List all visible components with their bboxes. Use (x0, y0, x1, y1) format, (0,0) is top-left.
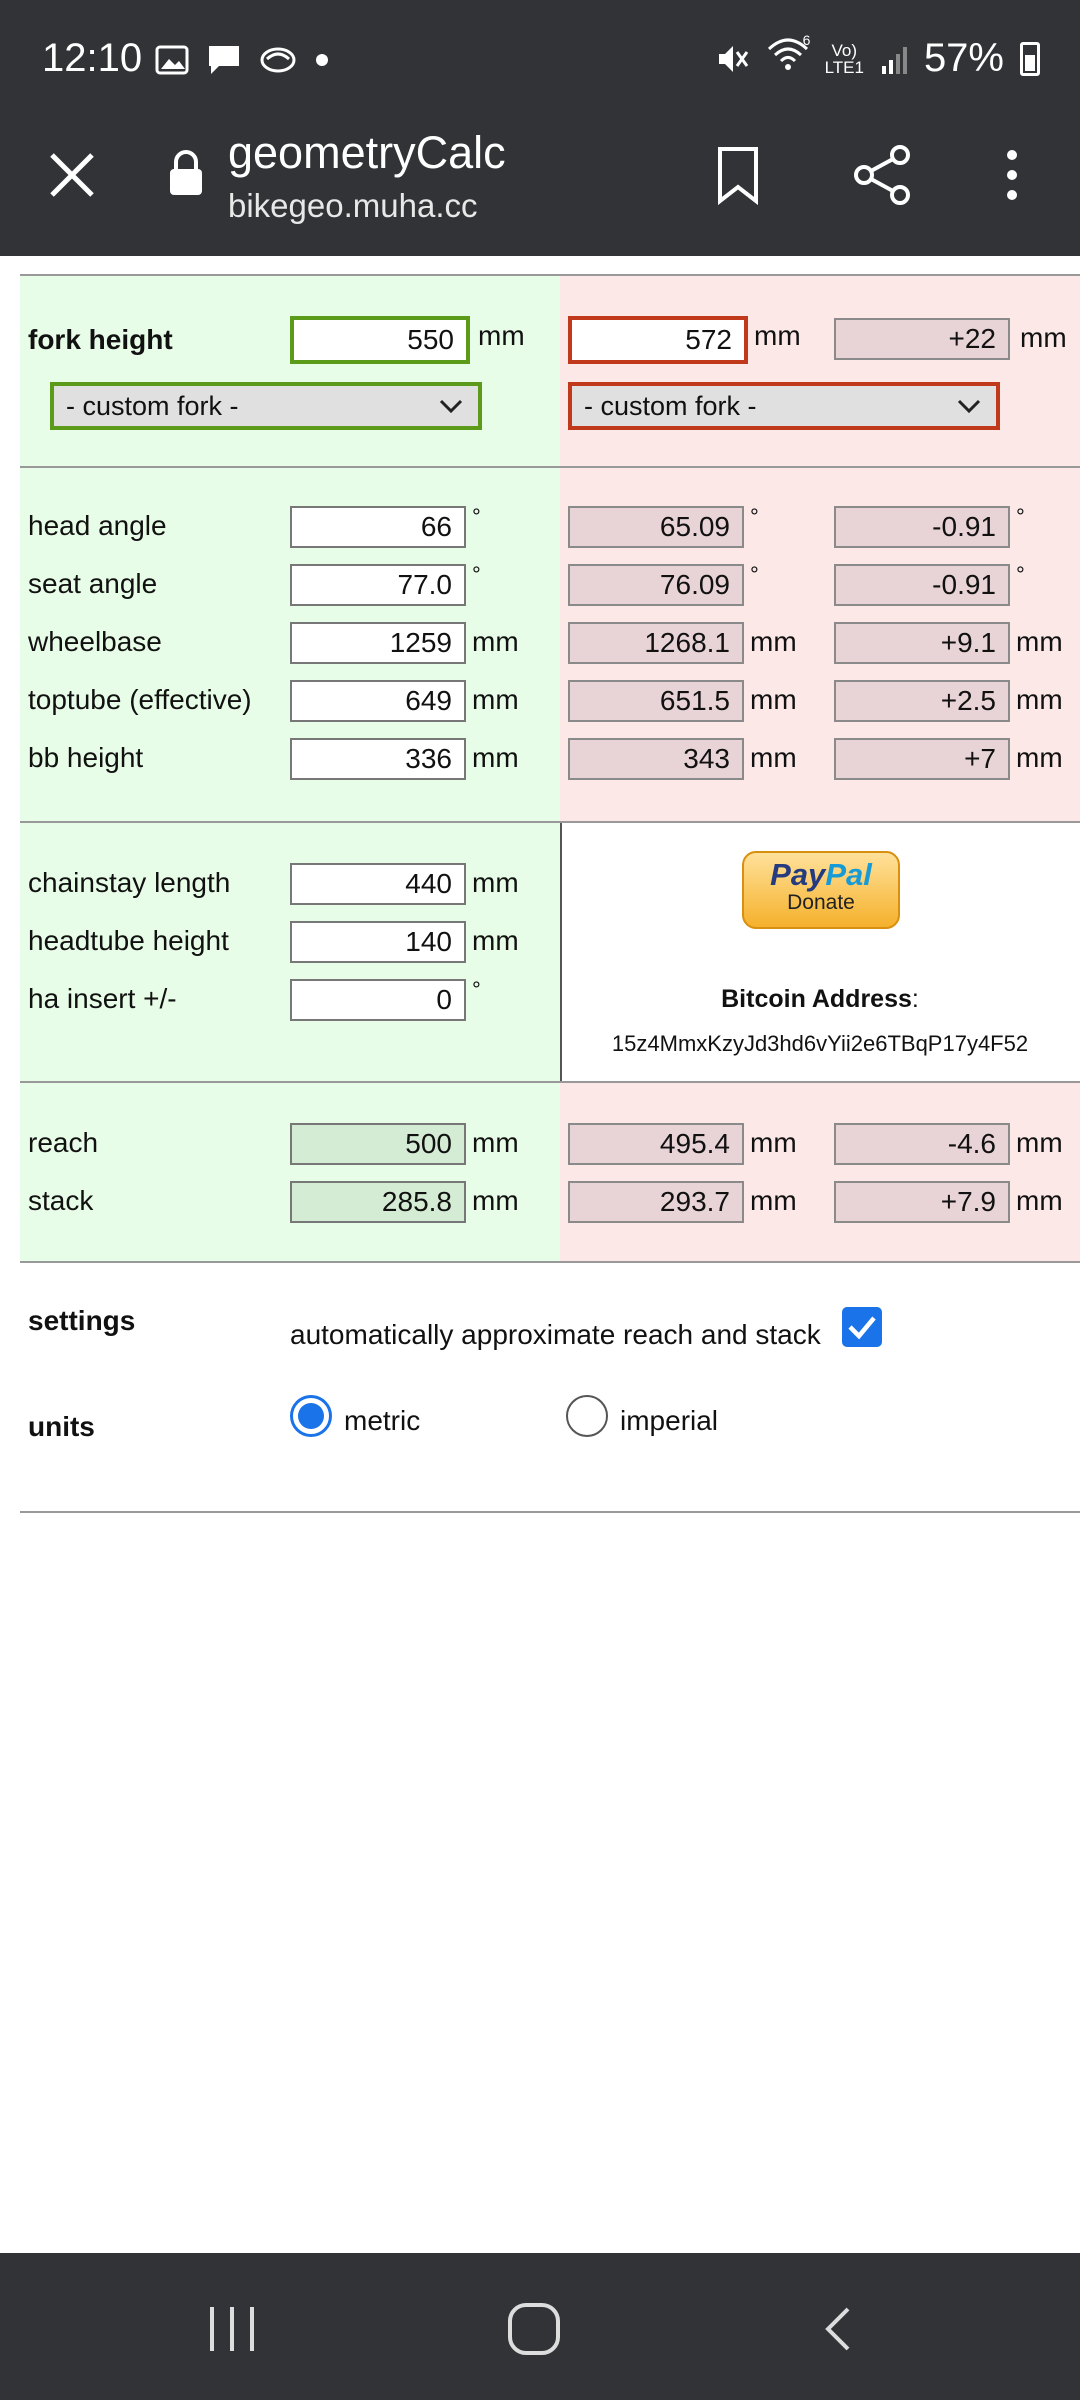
dot-icon (315, 53, 329, 67)
seat-angle-value-modified: 76.09 (568, 564, 744, 606)
head-angle-unit: ° (750, 504, 759, 529)
wifi-icon (767, 32, 811, 81)
paypal-donate-label: Donate (787, 891, 855, 914)
reach-input-original[interactable]: 500 (290, 1123, 466, 1165)
head-angle-unit: ° (472, 504, 481, 529)
wheelbase-input-original[interactable]: 1259 (290, 622, 466, 664)
bitcoin-address[interactable]: 15z4MmxKzyJd3hd6vYii2e6TBqP17y4F52 (611, 1031, 1029, 1056)
paypal-logo (744, 857, 898, 893)
status-time: 12:10 (42, 36, 143, 80)
stack-value-modified: 293.7 (568, 1181, 744, 1223)
ha-insert-input[interactable]: 0 (290, 979, 466, 1021)
bookmark-icon[interactable] (712, 145, 764, 205)
headtube-height-unit: mm (472, 925, 519, 956)
reach-unit: mm (472, 1127, 519, 1158)
fork-unit-original: mm (478, 320, 525, 351)
bb-height-unit: mm (750, 742, 797, 773)
signal-icon (880, 44, 908, 74)
bitcoin-label-colon: : (911, 985, 919, 1013)
toptube-effective-value-modified: 651.5 (568, 680, 744, 722)
wheelbase-unit: mm (750, 626, 797, 657)
seat-angle-diff: -0.91 (834, 564, 1010, 606)
system-navigation-bar (0, 2253, 1080, 2400)
back-icon[interactable] (818, 2305, 858, 2353)
page-url[interactable]: bikegeo.muha.cc (228, 187, 478, 224)
toptube-effective-diff: +2.5 (834, 680, 1010, 722)
chevron-down-icon (956, 394, 982, 418)
reach-unit: mm (750, 1127, 797, 1158)
bb-height-value-modified: 343 (568, 738, 744, 780)
metric-label[interactable]: metric (344, 1405, 421, 1436)
fork-height-label: fork height (28, 324, 173, 355)
original-column (20, 1083, 560, 1261)
wheelbase-label: wheelbase (28, 626, 162, 657)
recent-apps-icon[interactable] (206, 2305, 258, 2353)
bitcoin-label-text: Bitcoin Address (721, 985, 912, 1013)
approx-reach-stack-checkbox[interactable] (842, 1307, 882, 1347)
wheelbase-diff: +9.1 (834, 622, 1010, 664)
approx-reach-stack-label: automatically approximate reach and stack (290, 1319, 821, 1350)
reach-stack-section (20, 1083, 1080, 1263)
status-bar (0, 0, 1080, 125)
bb-height-unit: mm (472, 742, 519, 773)
toptube-effective-unit: mm (750, 684, 797, 715)
toptube-effective-input-original[interactable]: 649 (290, 680, 466, 722)
chevron-down-icon (438, 394, 464, 418)
seat-angle-unit: ° (472, 562, 481, 587)
notification-icons (155, 44, 329, 76)
page-title[interactable]: geometryCalc (228, 127, 506, 178)
paypal-pay: Pay (770, 857, 826, 892)
imperial-label[interactable]: imperial (620, 1405, 719, 1436)
gallery-icon (155, 45, 189, 75)
settings-label: settings (28, 1305, 136, 1336)
toptube-effective-unit: mm (472, 684, 519, 715)
wheelbase-unit: mm (472, 626, 519, 657)
lock-icon (168, 149, 204, 197)
network-type (825, 42, 864, 76)
toptube-effective-label: toptube (effective) (28, 684, 252, 715)
stack-input-original[interactable]: 285.8 (290, 1181, 466, 1223)
toptube-effective-unit: mm (1016, 684, 1063, 715)
home-icon[interactable] (506, 2301, 562, 2357)
headtube-height-input[interactable]: 140 (290, 921, 466, 963)
chainstay-length-unit: mm (472, 867, 519, 898)
stack-unit: mm (750, 1185, 797, 1216)
ha-insert-label: ha insert +/- (28, 983, 177, 1014)
fork-select-original-value: - custom fork - (66, 391, 239, 421)
settings-section (20, 1263, 1080, 1513)
message-icon (207, 44, 241, 76)
fork-select-modified-value: - custom fork - (584, 391, 757, 421)
modified-column (560, 276, 1080, 466)
fork-height-input-modified[interactable]: 572 (568, 316, 748, 364)
units-label: units (28, 1411, 95, 1442)
bb-height-label: bb height (28, 742, 144, 773)
seat-angle-label: seat angle (28, 568, 158, 599)
reach-label: reach (28, 1127, 99, 1158)
checkmark-icon (842, 1307, 882, 1347)
wheelbase-unit: mm (1016, 626, 1063, 657)
fork-height-diff: +22 (834, 318, 1010, 360)
fork-select-original[interactable] (50, 382, 482, 430)
network-lte: LTE1 (824, 57, 864, 77)
chainstay-length-label: chainstay length (28, 867, 231, 898)
frame-section (20, 823, 1080, 1083)
mute-icon (715, 42, 751, 76)
seat-angle-input-original[interactable]: 77.0 (290, 564, 466, 606)
paypal-pal: Pal (825, 857, 872, 892)
battery-percent: 57% (923, 36, 1004, 80)
bb-height-diff: +7 (834, 738, 1010, 780)
wheelbase-value-modified: 1268.1 (568, 622, 744, 664)
head-angle-diff: -0.91 (834, 506, 1010, 548)
more-options-icon[interactable] (1000, 145, 1024, 205)
browser-toolbar (0, 125, 1080, 256)
seat-angle-unit: ° (750, 562, 759, 587)
seat-angle-unit: ° (1016, 562, 1025, 587)
head-angle-value-modified: 65.09 (568, 506, 744, 548)
metric-radio[interactable] (290, 1395, 332, 1437)
battery-icon (1020, 42, 1040, 76)
paypal-donate-button[interactable] (742, 851, 900, 929)
app-notification-icon (259, 45, 297, 75)
head-angle-input-original[interactable]: 66 (290, 506, 466, 548)
reach-value-modified: 495.4 (568, 1123, 744, 1165)
share-icon[interactable] (852, 143, 914, 207)
stack-label: stack (28, 1185, 94, 1216)
head-angle-label: head angle (28, 510, 167, 541)
network-volte: Vo) (831, 40, 858, 60)
bb-height-input-original[interactable]: 336 (290, 738, 466, 780)
stack-unit: mm (1016, 1185, 1063, 1216)
fork-unit-modified: mm (754, 320, 801, 351)
stack-unit: mm (472, 1185, 519, 1216)
fork-height-input-original[interactable]: 550 (290, 316, 470, 364)
reach-diff: -4.6 (834, 1123, 1010, 1165)
reach-unit: mm (1016, 1127, 1063, 1158)
imperial-radio[interactable] (566, 1395, 608, 1437)
stack-diff: +7.9 (834, 1181, 1010, 1223)
close-icon[interactable] (44, 147, 100, 203)
chainstay-length-input[interactable]: 440 (290, 863, 466, 905)
calculator (20, 274, 1080, 1513)
radio-selected-dot (298, 1403, 324, 1429)
head-angle-unit: ° (1016, 504, 1025, 529)
fork-select-modified[interactable] (568, 382, 1000, 430)
geometry-section (20, 468, 1080, 823)
bb-height-unit: mm (1016, 742, 1063, 773)
bitcoin-label (560, 985, 1080, 1014)
wifi-badge: 6 (802, 32, 811, 48)
original-column (20, 276, 560, 466)
modified-column (560, 1083, 1080, 1261)
fork-unit-diff: mm (1020, 322, 1067, 353)
fork-section (20, 276, 1080, 468)
ha-insert-unit: ° (472, 977, 481, 1002)
headtube-height-label: headtube height (28, 925, 229, 956)
